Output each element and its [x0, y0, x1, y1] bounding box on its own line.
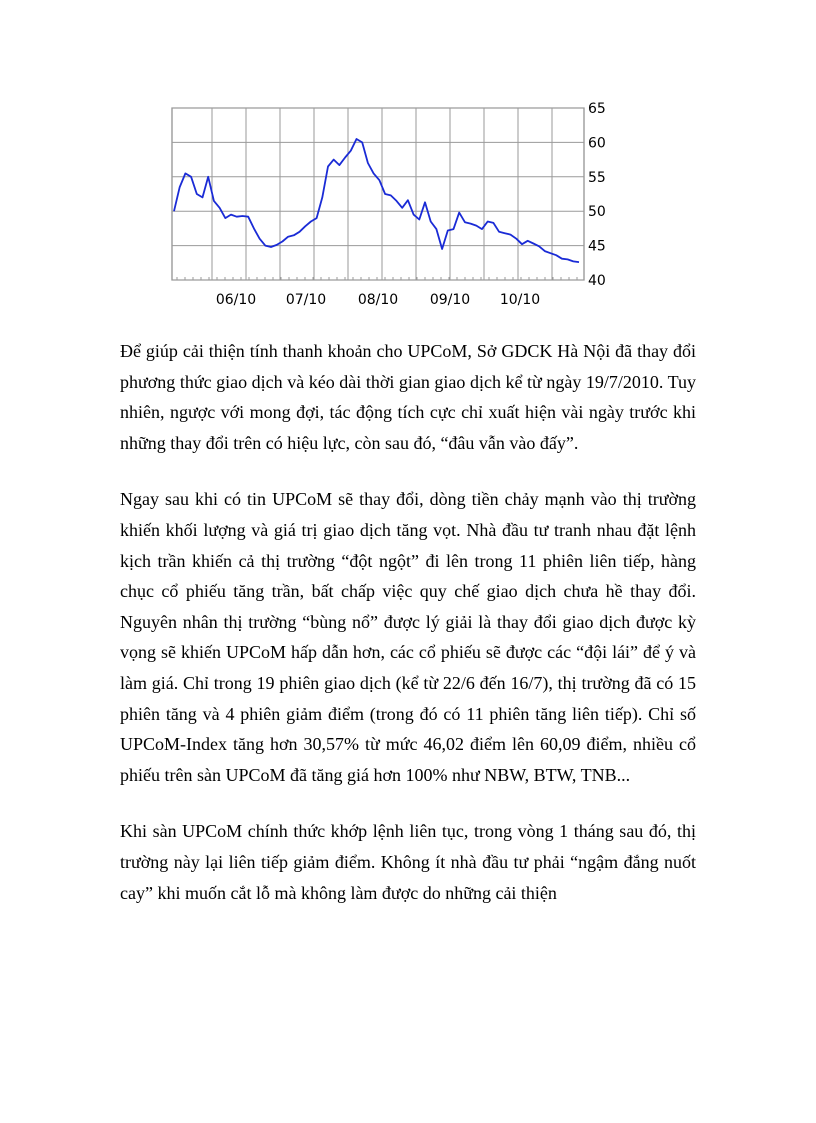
- y-tick-label: 50: [588, 204, 606, 221]
- x-tick-label: 06/10: [215, 292, 257, 308]
- text-line: vẫn vào đấy”.: [478, 432, 579, 453]
- y-tick-label: 60: [588, 135, 606, 152]
- x-tick-label: 07/10: [285, 292, 327, 308]
- text-line: nhau đặt lệnh kịch trần khiến cả thị trường “đột ngột” đi lên trong 11: [120, 519, 696, 571]
- text-line: 19/7/2010. Tuy nhiên, ngược với mong đợi, tác động tích cực chỉ xuất: [120, 371, 697, 423]
- plot-area: [172, 108, 584, 280]
- article-body: [120, 336, 696, 934]
- text-line: Để giúp cải thiện tính thanh khoản cho UPCoM, Sở GDCK Hà Nội đã: [120, 341, 633, 361]
- text-line: dịch chưa hề thay đổi. Nguyên nhân thị trường “bùng nổ” được lý giải là: [120, 581, 696, 632]
- text-line: điểm (trong đó có 11 phiên tăng liên tiếp). Chỉ số UPCoM-Index tăng hơn: [120, 703, 697, 755]
- text-line: hiện vài ngày trước khi những thay đổi trên có hiệu lực, còn sau đó, “đâu: [120, 402, 697, 453]
- x-tick-label: 09/10: [429, 292, 471, 308]
- y-tick-label: 65: [588, 101, 606, 117]
- text-line: đắng nuốt cay” khi muốn cắt lỗ mà không làm được do những cải thiện: [120, 851, 697, 903]
- text-line: phiên liên tiếp, hàng chục cổ phiếu tăng trần, bất chấp việc quy chế giao: [120, 550, 697, 602]
- text-line: 30,57% từ mức 46,02 điểm lên 60,09 điểm, nhiều cổ phiếu trên sàn: [120, 734, 697, 785]
- paragraph-1: [120, 336, 696, 458]
- y-tick-label: 55: [588, 169, 606, 186]
- chart-svg: [166, 96, 606, 310]
- text-line: thị trường này lại liên tiếp giảm điểm. Không ít nhà đầu tư phải “ngậm: [120, 821, 696, 872]
- text-line: Ngay sau khi có tin UPCoM sẽ thay đổi, dòng tiền chảy mạnh vào thị: [120, 489, 642, 510]
- paragraph-3: [120, 816, 696, 908]
- text-line: (kể từ 22/6 đến 16/7), thị trường đã có 15 phiên tăng và 4 phiên giảm: [120, 672, 696, 724]
- x-tick-label: 10/10: [499, 292, 541, 308]
- text-line: thay đổi giao dịch được kỳ vọng sẽ khiến UPCoM hấp dẫn hơn, các cổ: [120, 611, 696, 663]
- text-line: trường khiến khối lượng và giá trị giao dịch tăng vọt. Nhà đầu tư tranh: [120, 489, 697, 540]
- stock-index-chart: [166, 96, 606, 310]
- text-line: UPCoM đã tăng giá hơn 100% như NBW, BTW, TNB...: [225, 764, 631, 785]
- text-line: phiếu sẽ được các “đội lái” để ý và làm giá. Chỉ trong 19 phiên giao dịch: [120, 642, 697, 693]
- text-line: thay đổi phương thức giao dịch và kéo dài thời gian giao dịch kể từ ngày: [120, 341, 696, 392]
- x-tick-label: 08/10: [357, 292, 399, 308]
- y-tick-label: 40: [588, 273, 606, 289]
- text-line: Khi sàn UPCoM chính thức khớp lệnh liên tục, trong vòng 1 tháng sau đó,: [120, 821, 672, 842]
- paragraph-2: [120, 484, 696, 790]
- y-tick-label: 45: [588, 238, 606, 255]
